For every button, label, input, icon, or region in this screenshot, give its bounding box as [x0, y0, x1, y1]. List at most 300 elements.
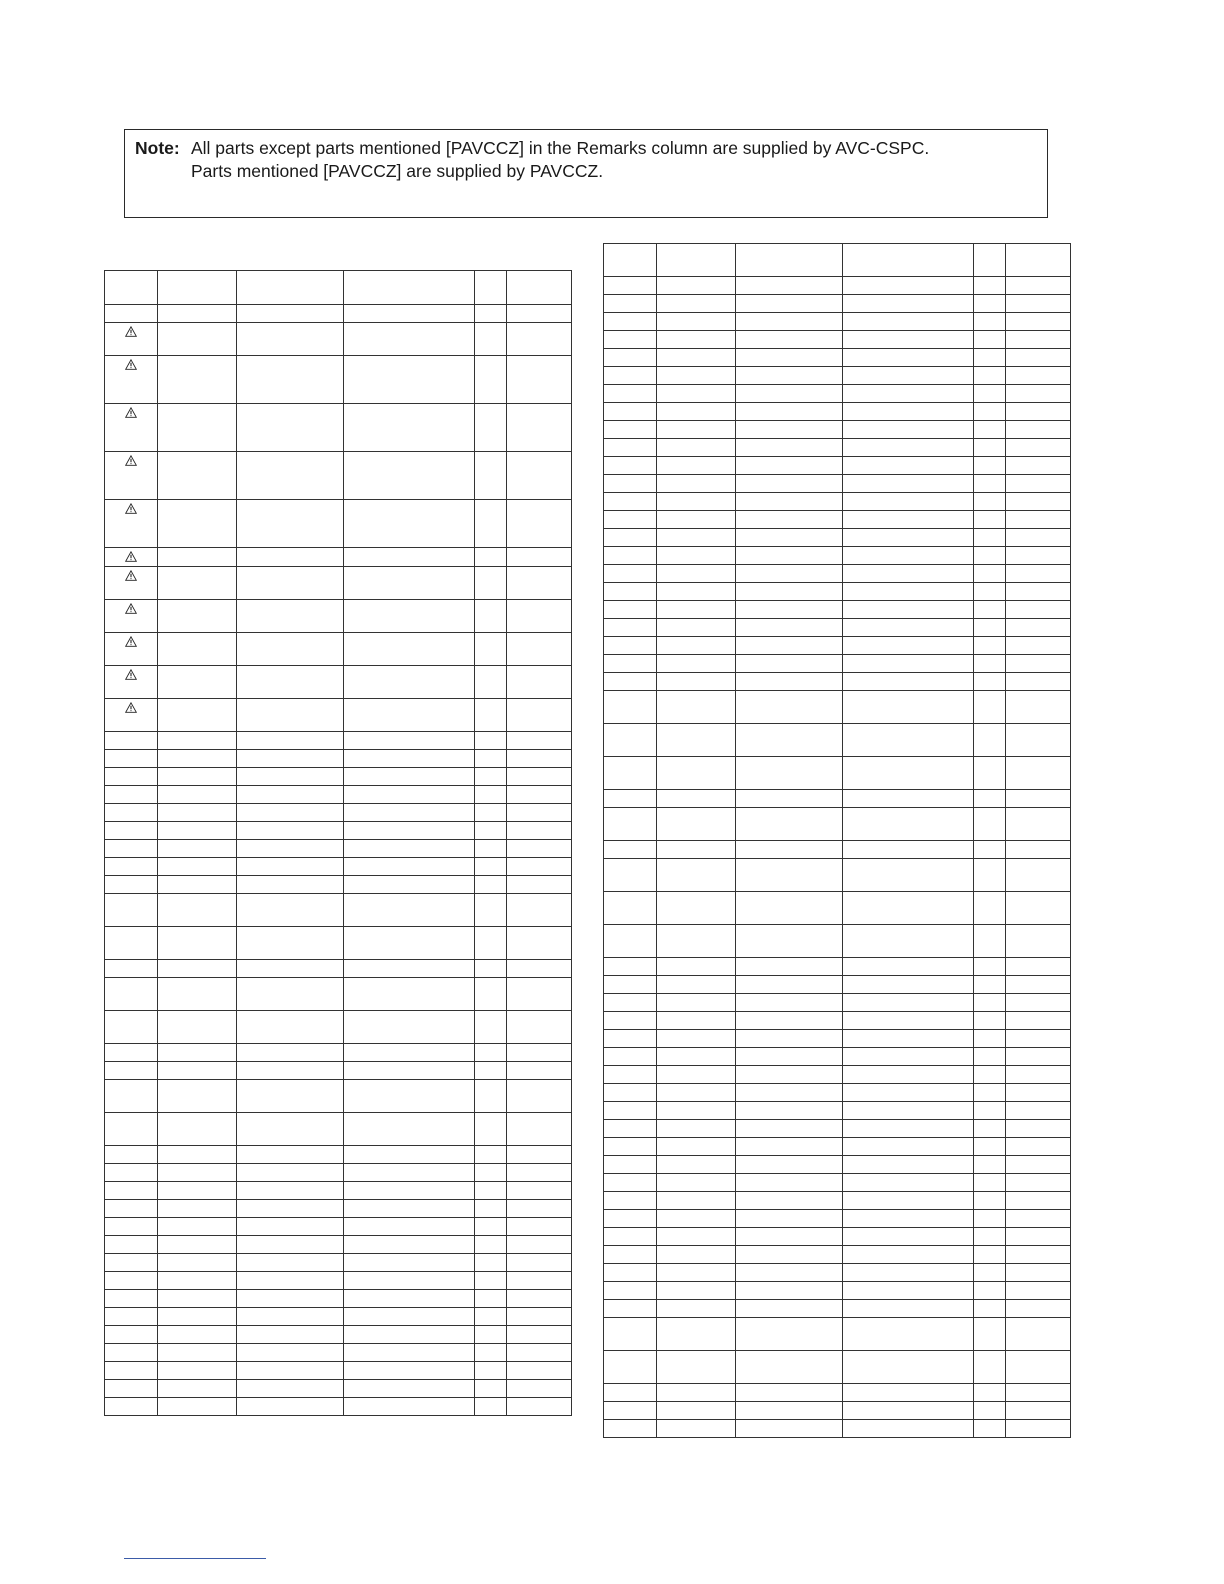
- table-cell: [475, 804, 507, 822]
- table-cell: [237, 452, 344, 500]
- table-cell: [475, 500, 507, 548]
- table-cell: [843, 385, 974, 403]
- table-cell: [736, 583, 843, 601]
- table-cell: [736, 925, 843, 958]
- table-cell: [475, 633, 507, 666]
- table-cell: [736, 1246, 843, 1264]
- table-cell: [344, 1380, 475, 1398]
- table-cell: [657, 565, 736, 583]
- table-cell: [657, 295, 736, 313]
- left-table-row: [105, 1362, 572, 1380]
- table-cell: [475, 1380, 507, 1398]
- right-table-row: [604, 1012, 1071, 1030]
- table-cell: [158, 876, 237, 894]
- table-cell: [974, 757, 1006, 790]
- table-cell: [158, 666, 237, 699]
- note-text-line-2: Parts mentioned [PAVCCZ] are supplied by PAVCCZ.: [191, 161, 604, 181]
- table-cell: [1006, 994, 1071, 1012]
- table-cell: [604, 1066, 657, 1084]
- table-cell: [158, 1218, 237, 1236]
- left-table-row: [105, 500, 572, 548]
- table-cell: [843, 601, 974, 619]
- table-cell: [736, 958, 843, 976]
- table-cell: [736, 511, 843, 529]
- table-cell: [974, 859, 1006, 892]
- table-cell: [736, 757, 843, 790]
- table-cell: [604, 637, 657, 655]
- table-cell: [507, 500, 572, 548]
- table-cell: [736, 691, 843, 724]
- table-cell: [105, 1236, 158, 1254]
- table-cell: [974, 547, 1006, 565]
- table-cell: [158, 960, 237, 978]
- left-table-row: [105, 1308, 572, 1326]
- table-cell: [237, 1182, 344, 1200]
- table-cell: [158, 1200, 237, 1218]
- table-cell: [475, 1272, 507, 1290]
- table-cell: [974, 1402, 1006, 1420]
- table-cell: [344, 1164, 475, 1182]
- right-table-row: [604, 421, 1071, 439]
- table-cell: [237, 1254, 344, 1272]
- table-cell: [604, 841, 657, 859]
- table-cell: [604, 673, 657, 691]
- table-cell: [237, 1218, 344, 1236]
- table-cell: [657, 994, 736, 1012]
- table-cell: [344, 633, 475, 666]
- table-cell: [843, 1012, 974, 1030]
- table-cell: [657, 511, 736, 529]
- table-cell: [604, 331, 657, 349]
- table-cell: [974, 994, 1006, 1012]
- table-cell: [105, 978, 158, 1011]
- table-cell: [344, 978, 475, 1011]
- table-cell: [344, 732, 475, 750]
- table-cell: [507, 858, 572, 876]
- table-cell: [604, 790, 657, 808]
- table-cell: [604, 808, 657, 841]
- table-cell: [1006, 757, 1071, 790]
- table-cell: [657, 1264, 736, 1282]
- table-cell: [158, 1182, 237, 1200]
- table-cell: [1006, 1120, 1071, 1138]
- table-cell: [507, 876, 572, 894]
- table-cell: [974, 1282, 1006, 1300]
- table-cell: [843, 277, 974, 295]
- left-table-row: [105, 804, 572, 822]
- table-cell: [736, 1030, 843, 1048]
- table-cell: [237, 858, 344, 876]
- table-cell: [105, 1182, 158, 1200]
- table-cell: [475, 323, 507, 356]
- table-cell: [237, 305, 344, 323]
- table-cell: [344, 750, 475, 768]
- left-table-row: [105, 1380, 572, 1398]
- table-cell: [105, 356, 158, 404]
- table-cell: [475, 699, 507, 732]
- table-cell: [158, 633, 237, 666]
- table-cell: [736, 1012, 843, 1030]
- table-cell: [475, 1011, 507, 1044]
- table-cell: [158, 858, 237, 876]
- table-cell: [843, 1300, 974, 1318]
- table-cell: [604, 439, 657, 457]
- table-cell: [158, 600, 237, 633]
- table-cell: [843, 691, 974, 724]
- table-cell: [158, 1272, 237, 1290]
- table-cell: [158, 1380, 237, 1398]
- table-cell: [604, 1420, 657, 1438]
- table-cell: [237, 1011, 344, 1044]
- table-cell: [1006, 724, 1071, 757]
- caution-triangle-icon: [125, 407, 137, 418]
- table-cell: [1006, 691, 1071, 724]
- table-cell: [475, 305, 507, 323]
- right-table-row: [604, 1402, 1071, 1420]
- table-cell: [657, 475, 736, 493]
- table-cell: [105, 1398, 158, 1416]
- right-table-row: [604, 1420, 1071, 1438]
- table-cell: [344, 1182, 475, 1200]
- table-cell: [507, 1290, 572, 1308]
- table-cell: [237, 768, 344, 786]
- table-cell: [657, 655, 736, 673]
- table-cell: [507, 1218, 572, 1236]
- table-cell: [736, 859, 843, 892]
- table-cell: [507, 1254, 572, 1272]
- table-cell: [604, 1228, 657, 1246]
- table-cell: [974, 1420, 1006, 1438]
- table-cell: [158, 750, 237, 768]
- table-cell: [475, 960, 507, 978]
- table-cell: [344, 768, 475, 786]
- table-cell: [604, 421, 657, 439]
- table-cell: [507, 1200, 572, 1218]
- table-cell: [843, 1048, 974, 1066]
- table-cell: [657, 1030, 736, 1048]
- table-cell: [475, 1182, 507, 1200]
- table-cell: [1006, 565, 1071, 583]
- table-cell: [344, 927, 475, 960]
- table-cell: [657, 673, 736, 691]
- table-cell: [974, 1351, 1006, 1384]
- table-cell: [344, 452, 475, 500]
- table-cell: [736, 1300, 843, 1318]
- table-cell: [237, 1080, 344, 1113]
- table-cell: [105, 500, 158, 548]
- table-cell: [736, 976, 843, 994]
- table-cell: [974, 892, 1006, 925]
- table-cell: [604, 958, 657, 976]
- table-cell: [105, 1200, 158, 1218]
- left-table-row: [105, 1182, 572, 1200]
- table-cell: [843, 958, 974, 976]
- right-table-row: [604, 1048, 1071, 1066]
- table-cell: [1006, 1138, 1071, 1156]
- table-cell: [475, 1113, 507, 1146]
- left-table-row: [105, 567, 572, 600]
- right-table-row: [604, 808, 1071, 841]
- table-cell: [1006, 841, 1071, 859]
- table-cell: [1006, 790, 1071, 808]
- table-cell: [237, 894, 344, 927]
- table-cell: [843, 1084, 974, 1102]
- table-cell: [843, 313, 974, 331]
- table-cell: [158, 927, 237, 960]
- table-cell: [974, 655, 1006, 673]
- table-cell: [736, 841, 843, 859]
- table-cell: [507, 978, 572, 1011]
- table-cell: [105, 567, 158, 600]
- table-cell: [158, 978, 237, 1011]
- table-cell: [1006, 859, 1071, 892]
- table-cell: [974, 1084, 1006, 1102]
- table-cell: [1006, 1174, 1071, 1192]
- right-table-row: [604, 1156, 1071, 1174]
- table-cell: [507, 927, 572, 960]
- table-cell: [974, 841, 1006, 859]
- table-cell: [657, 313, 736, 331]
- table-cell: [974, 1192, 1006, 1210]
- table-cell: [604, 1282, 657, 1300]
- table-cell: [158, 1326, 237, 1344]
- table-cell: [604, 295, 657, 313]
- table-cell: [843, 367, 974, 385]
- table-cell: [843, 673, 974, 691]
- table-cell: [843, 547, 974, 565]
- table-cell: [507, 840, 572, 858]
- table-cell: [657, 925, 736, 958]
- table-cell: [237, 500, 344, 548]
- table-cell: [1006, 1210, 1071, 1228]
- table-cell: [657, 367, 736, 385]
- table-cell: [507, 404, 572, 452]
- table-cell: [237, 960, 344, 978]
- table-cell: [507, 699, 572, 732]
- table-cell: [974, 1246, 1006, 1264]
- table-cell: [344, 1344, 475, 1362]
- right-table-row: [604, 655, 1071, 673]
- table-cell: [475, 548, 507, 567]
- table-cell: [237, 804, 344, 822]
- table-cell: [974, 295, 1006, 313]
- table-cell: [475, 600, 507, 633]
- table-cell: [604, 1174, 657, 1192]
- table-cell: [105, 1326, 158, 1344]
- table-cell: [736, 457, 843, 475]
- table-cell: [604, 1156, 657, 1174]
- left-table-row: [105, 960, 572, 978]
- table-cell: [105, 876, 158, 894]
- table-cell: [843, 1156, 974, 1174]
- table-cell: [507, 1236, 572, 1254]
- table-cell: [843, 565, 974, 583]
- right-table-row: [604, 976, 1071, 994]
- left-table-row: [105, 1218, 572, 1236]
- table-cell: [105, 1080, 158, 1113]
- table-cell: [736, 565, 843, 583]
- header-cell: [604, 244, 657, 277]
- table-cell: [158, 768, 237, 786]
- table-cell: [843, 976, 974, 994]
- left-table-row: [105, 666, 572, 699]
- table-cell: [344, 305, 475, 323]
- right-table-row: [604, 1192, 1071, 1210]
- table-cell: [344, 840, 475, 858]
- table-cell: [657, 1318, 736, 1351]
- left-table-row: [105, 1062, 572, 1080]
- table-cell: [158, 1011, 237, 1044]
- table-cell: [604, 1300, 657, 1318]
- table-cell: [105, 894, 158, 927]
- table-cell: [736, 1174, 843, 1192]
- table-cell: [475, 1308, 507, 1326]
- table-cell: [843, 724, 974, 757]
- table-cell: [237, 1164, 344, 1182]
- table-cell: [344, 1398, 475, 1416]
- table-cell: [344, 1146, 475, 1164]
- table-cell: [736, 619, 843, 637]
- table-cell: [657, 808, 736, 841]
- table-cell: [105, 633, 158, 666]
- table-cell: [657, 1228, 736, 1246]
- left-table-row: [105, 750, 572, 768]
- table-cell: [604, 1246, 657, 1264]
- caution-triangle-icon: [125, 669, 137, 680]
- table-cell: [843, 790, 974, 808]
- table-cell: [105, 1308, 158, 1326]
- table-cell: [736, 1402, 843, 1420]
- right-table-row: [604, 1384, 1071, 1402]
- right-table-row: [604, 331, 1071, 349]
- table-cell: [158, 548, 237, 567]
- table-cell: [657, 1384, 736, 1402]
- table-cell: [158, 1146, 237, 1164]
- table-cell: [475, 750, 507, 768]
- table-cell: [604, 493, 657, 511]
- table-cell: [736, 1282, 843, 1300]
- table-cell: [237, 1308, 344, 1326]
- table-cell: [158, 894, 237, 927]
- table-cell: [736, 295, 843, 313]
- table-cell: [105, 323, 158, 356]
- table-cell: [843, 1210, 974, 1228]
- table-cell: [604, 475, 657, 493]
- table-cell: [974, 925, 1006, 958]
- table-cell: [237, 548, 344, 567]
- table-cell: [974, 691, 1006, 724]
- table-cell: [736, 493, 843, 511]
- table-cell: [475, 978, 507, 1011]
- table-cell: [657, 757, 736, 790]
- table-cell: [1006, 958, 1071, 976]
- table-cell: [344, 1062, 475, 1080]
- table-cell: [237, 1044, 344, 1062]
- table-cell: [736, 367, 843, 385]
- table-cell: [843, 1138, 974, 1156]
- table-cell: [105, 840, 158, 858]
- table-cell: [604, 691, 657, 724]
- table-cell: [344, 1290, 475, 1308]
- table-cell: [657, 277, 736, 295]
- table-cell: [974, 637, 1006, 655]
- table-cell: [843, 859, 974, 892]
- table-cell: [1006, 403, 1071, 421]
- left-table-row: [105, 1011, 572, 1044]
- table-cell: [507, 1164, 572, 1182]
- table-cell: [105, 732, 158, 750]
- table-cell: [105, 768, 158, 786]
- table-cell: [604, 1012, 657, 1030]
- table-cell: [1006, 547, 1071, 565]
- table-cell: [237, 876, 344, 894]
- table-cell: [843, 1192, 974, 1210]
- table-cell: [843, 583, 974, 601]
- table-cell: [843, 1402, 974, 1420]
- table-cell: [105, 452, 158, 500]
- left-table-row: [105, 768, 572, 786]
- table-cell: [1006, 1156, 1071, 1174]
- table-cell: [158, 1362, 237, 1380]
- right-table-header-row: [604, 244, 1071, 277]
- table-cell: [657, 1174, 736, 1192]
- table-cell: [974, 673, 1006, 691]
- table-cell: [974, 403, 1006, 421]
- table-cell: [1006, 313, 1071, 331]
- table-cell: [604, 619, 657, 637]
- table-cell: [604, 367, 657, 385]
- table-cell: [105, 786, 158, 804]
- left-table-row: [105, 452, 572, 500]
- table-cell: [507, 768, 572, 786]
- left-table-row: [105, 1254, 572, 1272]
- table-cell: [843, 403, 974, 421]
- table-cell: [843, 1384, 974, 1402]
- table-cell: [344, 804, 475, 822]
- table-cell: [736, 790, 843, 808]
- table-cell: [974, 976, 1006, 994]
- caution-triangle-icon: [125, 503, 137, 514]
- table-cell: [736, 1210, 843, 1228]
- table-cell: [344, 500, 475, 548]
- table-cell: [344, 1113, 475, 1146]
- table-cell: [1006, 1264, 1071, 1282]
- table-cell: [237, 404, 344, 452]
- table-cell: [736, 1048, 843, 1066]
- table-cell: [237, 732, 344, 750]
- table-cell: [105, 858, 158, 876]
- right-table-row: [604, 403, 1071, 421]
- table-cell: [604, 511, 657, 529]
- table-cell: [736, 1084, 843, 1102]
- table-cell: [475, 1344, 507, 1362]
- table-cell: [158, 1290, 237, 1308]
- left-table-row: [105, 1236, 572, 1254]
- table-cell: [344, 323, 475, 356]
- table-cell: [237, 1200, 344, 1218]
- table-cell: [344, 356, 475, 404]
- table-cell: [657, 1048, 736, 1066]
- table-cell: [974, 349, 1006, 367]
- table-cell: [657, 619, 736, 637]
- table-cell: [507, 822, 572, 840]
- table-cell: [1006, 349, 1071, 367]
- table-cell: [237, 600, 344, 633]
- table-cell: [1006, 457, 1071, 475]
- right-table-row: [604, 1066, 1071, 1084]
- right-table-row: [604, 457, 1071, 475]
- table-cell: [843, 475, 974, 493]
